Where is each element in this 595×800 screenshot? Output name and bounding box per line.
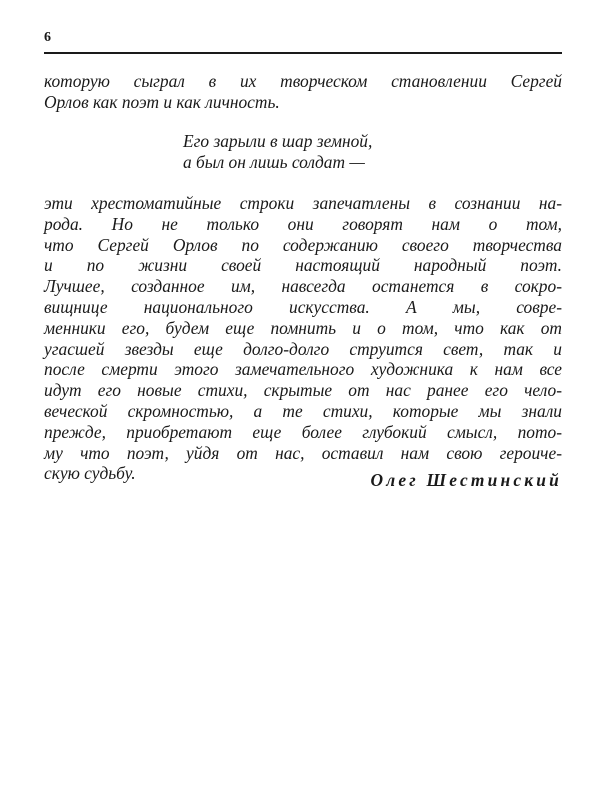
text-line: идут его новые стихи, скрытые от нас ранее его чело- [44, 380, 562, 401]
text-line: и по жизни своей настоящий народный поэт. [44, 255, 562, 276]
main-paragraph [44, 193, 562, 484]
poem-quote [183, 131, 372, 173]
poem-line: а был он лишь солдат — [183, 152, 365, 172]
text-line: веческой скромностью, а те стихи, которые мы знали [44, 400, 562, 421]
text-line: прежде, приобретают еще более глубокий смысл, пото- [44, 421, 562, 442]
text-line: Лучшее, созданное им, навсегда останется в сокро- [44, 276, 562, 297]
text-line: после смерти этого замечательного художника к нам все [44, 359, 562, 380]
page-number: 6 [44, 30, 51, 45]
text-line: вищнице национального искусства. А мы, совре- [44, 296, 562, 317]
header-rule [44, 52, 562, 54]
text-line: менники его, будем еще помнить и о том, что как от [44, 317, 562, 338]
intro-paragraph [44, 71, 562, 113]
text-line: что Сергей Орлов по содержанию своего творчества [44, 234, 562, 255]
text-line: которую сыграл в их творческом становлении Сергей [44, 71, 562, 91]
text-line: угасшей звезды еще долго-долго струится свет, так и [44, 338, 562, 359]
text-line: скую судьбу. [44, 463, 136, 484]
text-line: эти хрестоматийные строки запечатлены в сознании на- [44, 193, 562, 213]
text-line: Орлов как поэт и как личность. [44, 91, 280, 112]
author-signature: Олег Шестинский [370, 470, 562, 490]
text-line: му что поэт, уйдя от нас, оставил нам свою героиче- [44, 442, 562, 463]
text-line: рода. Но не только они говорят нам о том, [44, 213, 562, 234]
poem-line: Его зарыли в шар земной, [183, 131, 373, 151]
